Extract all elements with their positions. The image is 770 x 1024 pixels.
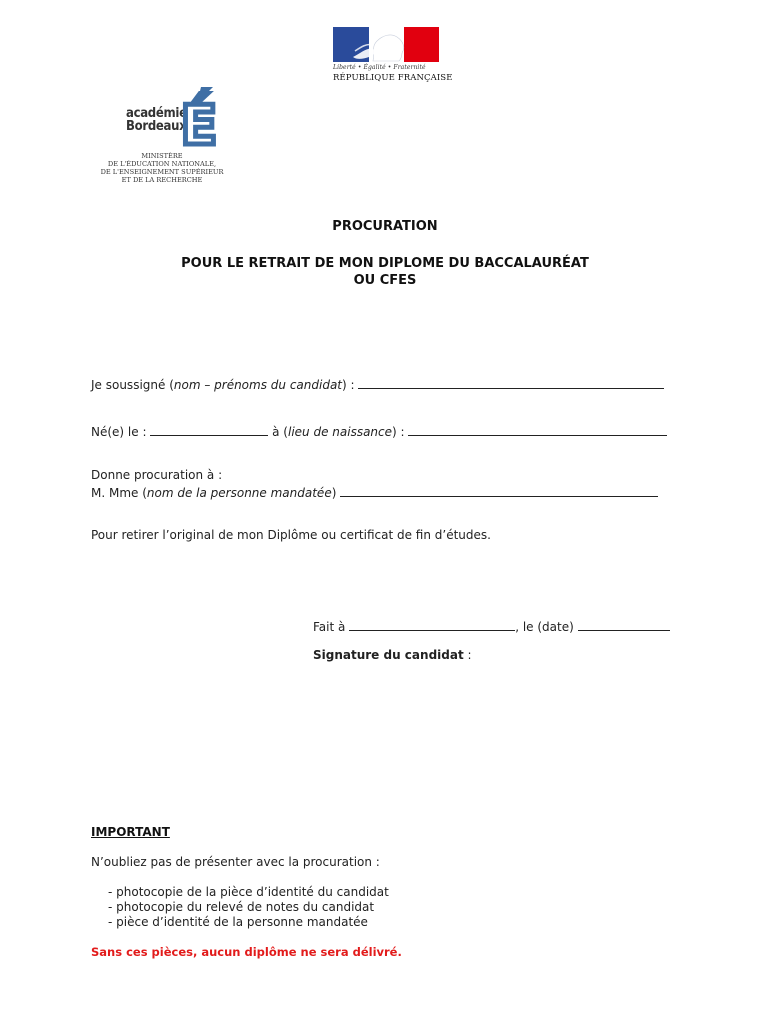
birth-place-hint: lieu de naissance bbox=[287, 425, 393, 439]
purpose-text: Pour retirer l’original de mon Diplôme ou certificat de fin d’études. bbox=[91, 528, 491, 542]
document-subtitle bbox=[0, 255, 770, 289]
ministry-line: MINISTÈRE bbox=[141, 152, 183, 160]
signature-label: Signature du candidat : bbox=[313, 648, 472, 662]
academie-line1: académie bbox=[126, 106, 187, 121]
ministry-line: ET DE LA RECHERCHE bbox=[121, 176, 203, 184]
mandataire-row: M. Mme (nom de la personne mandatée) bbox=[91, 484, 658, 500]
date-field[interactable] bbox=[578, 618, 670, 631]
subtitle-line2: OU CFES bbox=[353, 273, 417, 288]
important-intro: N’oubliez pas de présenter avec la procuration : bbox=[91, 855, 380, 869]
mandataire-name-field[interactable] bbox=[340, 484, 658, 497]
birth-row: Né(e) le : à (lieu de naissance) : bbox=[91, 423, 667, 439]
subtitle-line1: POUR LE RETRAIT DE MON DIPLOME DU BACCALAURÉAT bbox=[181, 256, 589, 271]
marianne-flag-icon bbox=[333, 27, 439, 62]
mandataire-hint: nom de la personne mandatée bbox=[146, 486, 332, 500]
academie-e-logo-icon bbox=[175, 85, 223, 149]
list-item: - pièce d’identité de la personne mandatée bbox=[108, 915, 368, 929]
candidate-name-row: Je soussigné (nom – prénoms du candidat) : bbox=[91, 376, 664, 392]
list-item: - photocopie du relevé de notes du candidat bbox=[108, 900, 375, 914]
candidate-name-field[interactable] bbox=[358, 376, 664, 389]
place-field[interactable] bbox=[349, 618, 515, 631]
important-heading: IMPORTANT bbox=[91, 825, 170, 839]
academie-line2: Bordeaux bbox=[126, 119, 187, 134]
list-item: - photocopie de la pièce d’identité du candidat bbox=[108, 885, 389, 899]
required-documents-list bbox=[108, 885, 389, 930]
ministry-text bbox=[90, 152, 234, 184]
academie-letter: É bbox=[180, 94, 218, 149]
birth-place-field[interactable] bbox=[408, 423, 667, 436]
procuration-label: Donne procuration à : bbox=[91, 468, 223, 482]
candidate-name-hint: nom – prénoms du candidat bbox=[173, 378, 342, 392]
republique-francaise-logo bbox=[333, 27, 453, 83]
ministry-line: DE L'ÉDUCATION NATIONALE, bbox=[107, 160, 217, 168]
document-title: PROCURATION bbox=[332, 219, 438, 234]
rf-motto: Liberté • Égalité • Fraternité bbox=[333, 64, 426, 71]
warning-text: Sans ces pièces, aucun diplôme ne sera délivré. bbox=[91, 945, 402, 959]
place-date-row: Fait à , le (date) bbox=[313, 618, 670, 634]
ministry-line: DE L'ENSEIGNEMENT SUPÉRIEUR bbox=[100, 168, 224, 176]
rf-name: RÉPUBLIQUE FRANÇAISE bbox=[333, 73, 453, 83]
birth-date-field[interactable] bbox=[150, 423, 268, 436]
